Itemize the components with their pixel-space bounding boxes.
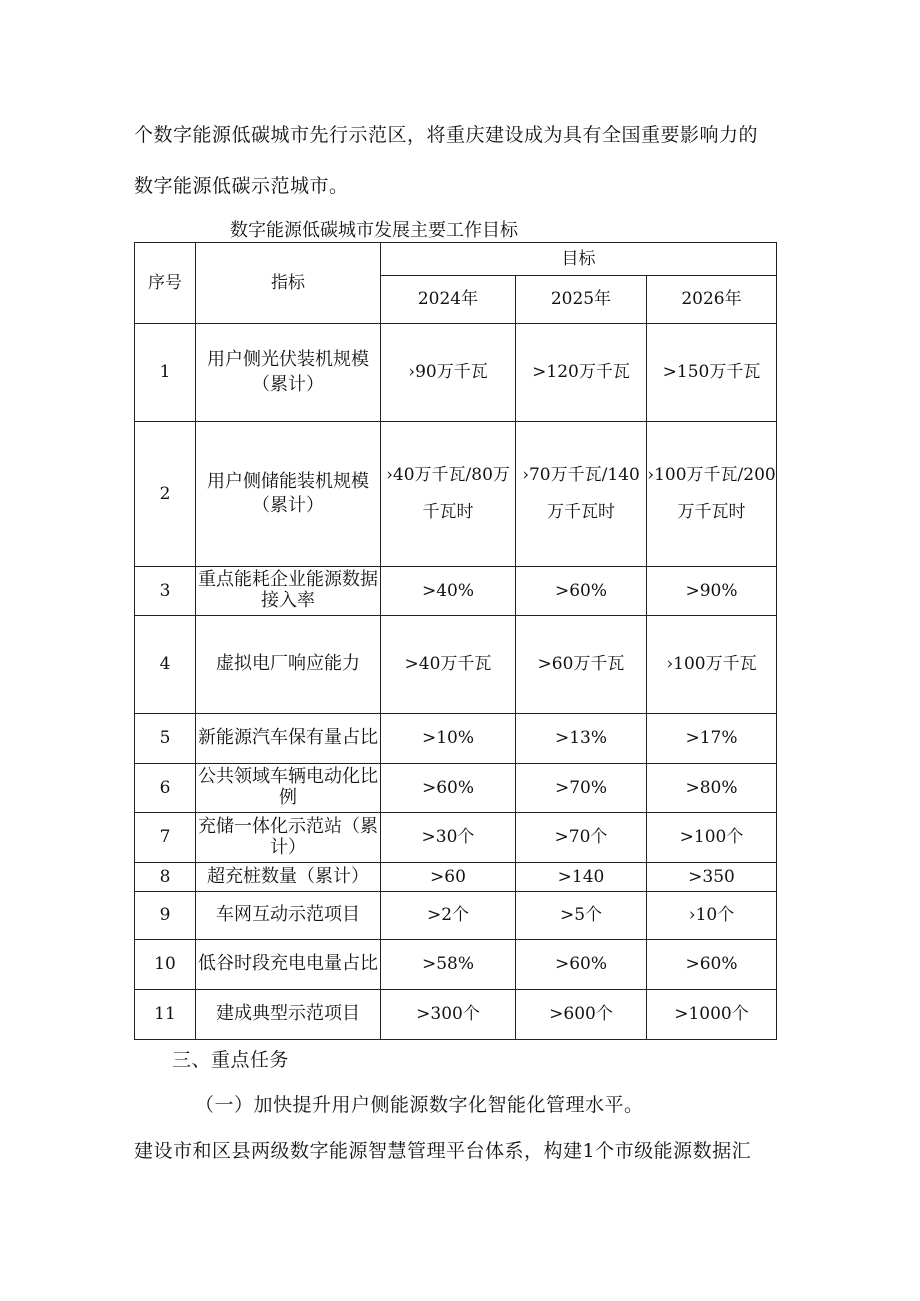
header-indicator: 指标 — [196, 243, 381, 324]
row-indicator: 低谷时段充电电量占比 — [196, 940, 381, 990]
section-body-line: 建设市和区县两级数字能源智慧管理平台体系，构建1个市级能源数据汇 — [134, 1140, 752, 1162]
row-indicator: 建成典型示范项目 — [196, 990, 381, 1040]
row-seq: 1 — [135, 324, 196, 422]
header-target: 目标 — [381, 243, 777, 276]
row-value-2026: >80% — [647, 764, 777, 813]
header-year-2026: 2026年 — [647, 276, 777, 324]
row-value-2025: >13% — [516, 714, 647, 764]
row-indicator: 新能源汽车保有量占比 — [196, 714, 381, 764]
row-indicator: 车网互动示范项目 — [196, 892, 381, 940]
row-value-2025: >600个 — [516, 990, 647, 1040]
row-value-2024: ›90万千瓦 — [381, 324, 516, 422]
row-value-2025: >140 — [516, 863, 647, 892]
row-value-2025: >60万千瓦 — [516, 616, 647, 714]
table-row — [135, 764, 777, 813]
row-value-2024: ›40万千瓦/80万千瓦时 — [381, 422, 516, 567]
row-value-2025: ›70万千瓦/140万千瓦时 — [516, 422, 647, 567]
row-seq: 8 — [135, 863, 196, 892]
row-value-2025: >60% — [516, 567, 647, 616]
row-value-2024: >300个 — [381, 990, 516, 1040]
row-indicator: 超充桩数量（累计） — [196, 863, 381, 892]
row-value-2026: >90% — [647, 567, 777, 616]
row-value-2026: ›100万千瓦/200万千瓦时 — [647, 422, 777, 567]
row-seq: 10 — [135, 940, 196, 990]
table-row — [135, 567, 777, 616]
row-value-2026: >150万千瓦 — [647, 324, 777, 422]
section-subheading: （一）加快提升用户侧能源数字化智能化管理水平。 — [195, 1094, 644, 1116]
row-value-2024: >60% — [381, 764, 516, 813]
row-value-2026: >60% — [647, 940, 777, 990]
row-value-2024: >60 — [381, 863, 516, 892]
row-seq: 7 — [135, 813, 196, 863]
intro-line-1: 个数字能源低碳城市先行示范区，将重庆建设成为具有全国重要影响力的 — [134, 124, 759, 146]
table-row — [135, 616, 777, 714]
header-year-2024: 2024年 — [381, 276, 516, 324]
row-indicator: 用户侧光伏装机规模（累计） — [196, 324, 381, 422]
row-seq: 6 — [135, 764, 196, 813]
row-value-2026: >17% — [647, 714, 777, 764]
row-seq: 4 — [135, 616, 196, 714]
row-indicator: 充储一体化示范站（累计） — [196, 813, 381, 863]
row-indicator: 公共领域车辆电动化比例 — [196, 764, 381, 813]
table-row — [135, 940, 777, 990]
row-value-2025: >70% — [516, 764, 647, 813]
table-row — [135, 714, 777, 764]
row-seq: 11 — [135, 990, 196, 1040]
row-value-2026: ›10个 — [647, 892, 777, 940]
table-caption: 数字能源低碳城市发展主要工作目标 — [230, 220, 518, 241]
row-value-2025: >70个 — [516, 813, 647, 863]
row-value-2024: >40% — [381, 567, 516, 616]
table-row — [135, 813, 777, 863]
table-row — [135, 422, 777, 567]
row-seq: 5 — [135, 714, 196, 764]
section-heading: 三、重点任务 — [172, 1049, 290, 1071]
row-value-2024: >30个 — [381, 813, 516, 863]
header-seq: 序号 — [135, 243, 196, 324]
table-row — [135, 990, 777, 1040]
table-row — [135, 324, 777, 422]
row-indicator: 重点能耗企业能源数据接入率 — [196, 567, 381, 616]
row-value-2026: >350 — [647, 863, 777, 892]
row-value-2025: >60% — [516, 940, 647, 990]
intro-line-2: 数字能源低碳示范城市。 — [134, 175, 349, 197]
table-row — [135, 863, 777, 892]
row-value-2025: >120万千瓦 — [516, 324, 647, 422]
row-indicator: 用户侧储能装机规模（累计） — [196, 422, 381, 567]
row-seq: 2 — [135, 422, 196, 567]
row-seq: 3 — [135, 567, 196, 616]
header-year-2025: 2025年 — [516, 276, 647, 324]
row-value-2026: ›100万千瓦 — [647, 616, 777, 714]
row-seq: 9 — [135, 892, 196, 940]
row-value-2024: >58% — [381, 940, 516, 990]
table-row — [135, 892, 777, 940]
row-indicator: 虚拟电厂响应能力 — [196, 616, 381, 714]
row-value-2026: >1000个 — [647, 990, 777, 1040]
row-value-2026: >100个 — [647, 813, 777, 863]
goals-table — [134, 242, 777, 1040]
row-value-2024: >10% — [381, 714, 516, 764]
row-value-2024: >40万千瓦 — [381, 616, 516, 714]
row-value-2024: >2个 — [381, 892, 516, 940]
row-value-2025: >5个 — [516, 892, 647, 940]
